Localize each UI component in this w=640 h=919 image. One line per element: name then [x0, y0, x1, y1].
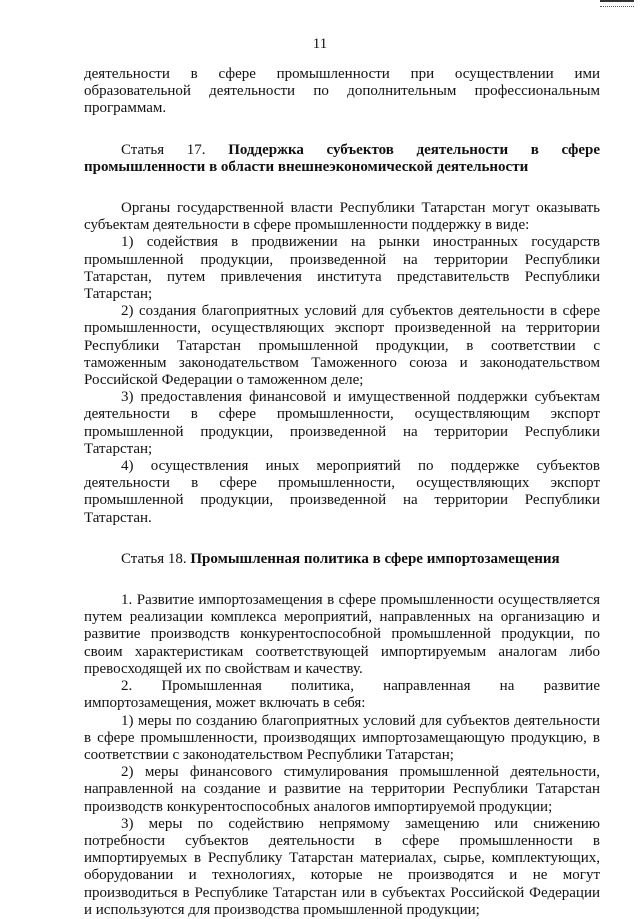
document-body [84, 66, 600, 919]
article-17-item-1: 1) содействия в продвижении на рынки иностранных государств промышленной продукции, произведенной на территории Республики Татарстан, путем привлечения института представительств Республики Татарстан; [84, 234, 600, 303]
article-17-prefix: Статья 17. [121, 141, 229, 158]
page-number: 11 [312, 36, 328, 52]
article-18-item-3: 3) меры по содействию непрямому замещению или снижению потребности субъектов деятельности в сфере промышленности в импортируемых в Республику Татарстан материалах, сырье, комплектующих, оборудовании и технологиях, которые не производятся и не могут производиться в Республике Татарстан или в субъектах Российской Федерации и используются для производства промышленной продукции; [84, 815, 600, 918]
article-17-item-3: 3) предоставления финансовой и имущественной поддержки субъектам деятельности в сфере промышленности, осуществляющим экспорт промышленной продукции, произведенной на территории Республики Татарстан; [84, 389, 600, 457]
article-18-heading [84, 551, 600, 568]
article-18-paragraph-2: 2. Промышленная политика, направленная на развитие импортозамещения, может включать в себя: [84, 678, 600, 712]
article-18-item-1: 1) меры по созданию благоприятных условий для субъектов деятельности в сфере промышленности, производящих импортозамещающую продукцию, в соответствии с законодательством Республики Татарстан; [84, 712, 600, 763]
intro-paragraph: деятельности в сфере промышленности при осуществлении ими образовательной деятельности по дополнительным профессиональным программам. [84, 66, 600, 117]
article-17-item-2: 2) создания благоприятных условий для субъектов деятельности в сфере промышленности, осуществляющих экспорт произведенной на территории Республики Татарстан промышленной продукции, в соответствии с таможенным законодательством Таможенного союза и законодательством Российской Федерации о таможенном деле; [84, 303, 600, 389]
article-17-heading [84, 142, 600, 176]
scan-corner-mark [600, 0, 634, 7]
article-18-prefix: Статья 18. [121, 550, 191, 567]
article-18-title: Промышленная политика в сфере импортозамещения [190, 550, 560, 567]
article-17-item-4: 4) осуществления иных мероприятий по поддержке субъектов деятельности в сфере промышленности, осуществляющих экспорт промышленной продукции, произведенной на территории Республики Татарстан. [84, 458, 600, 526]
article-17-title: Поддержка субъектов деятельности в сфере промышленности в области внешнеэкономической деятельности [84, 141, 600, 175]
article-18-item-2: 2) меры финансового стимулирования промышленной деятельности, направленной на создание и развитие на территории Республики Татарстан производств конкурентоспособных аналогов импортируемой продукции; [84, 764, 600, 815]
article-18-paragraph-1: 1. Развитие импортозамещения в сфере промышленности осуществляется путем реализации комплекса мероприятий, направленных на организацию и развитие производств конкурентоспособной промышленной продукции, по своим характеристикам соответствующей импортируемым аналогам либо превосходящей их по свойствам и качеству. [84, 592, 600, 677]
article-17-lead: Органы государственной власти Республики Татарстан могут оказывать субъектам деятельности в сфере промышленности поддержку в виде: [84, 200, 600, 234]
